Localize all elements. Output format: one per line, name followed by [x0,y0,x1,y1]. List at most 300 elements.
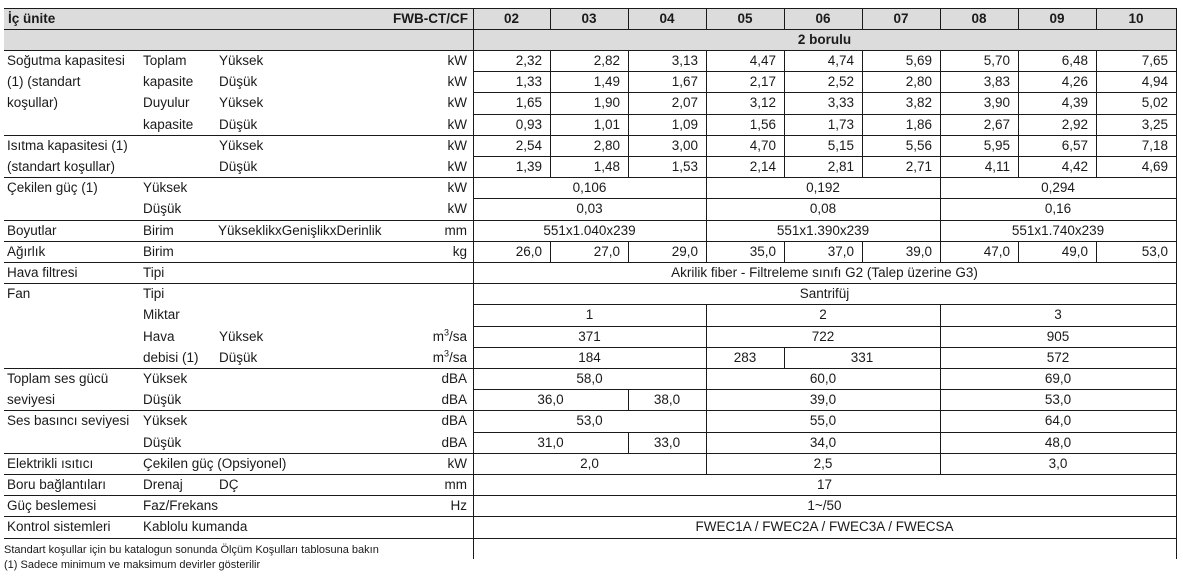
section-label: Kontrol sistemleri [7,519,111,535]
section-label: Elektrikli ısıtıcı [7,455,94,471]
value-cell: 2,71 [905,159,932,174]
value-cell: 3 [1054,307,1062,323]
rule [706,453,707,474]
value-cell: 0,03 [576,201,603,217]
value-cell: 2,81 [827,159,854,174]
value-cell: 4,70 [749,137,776,153]
value-cell: 69,0 [1044,371,1072,386]
value-cell: 38,0 [653,392,681,408]
value-cell: 5,95 [983,137,1010,153]
rule [1096,135,1097,156]
rule [628,241,629,262]
rule [784,135,785,156]
rule [706,389,707,410]
row-sub-label: Toplam [143,53,187,68]
value-cell: 2,92 [1061,116,1088,132]
rule [473,71,1176,72]
value-cell: 4,69 [1141,159,1168,174]
unit-label [405,368,467,389]
value-cell: 4,47 [749,53,776,68]
value-cell: 3,0 [1048,455,1068,471]
value-cell: 1,48 [593,159,620,174]
value-cell: 331 [850,349,874,365]
unit-text: kW [447,159,467,174]
rule [940,241,941,262]
rule [1096,8,1097,29]
rule [1018,156,1019,177]
rule [4,262,1176,263]
value-cell: 7,18 [1141,137,1168,153]
rule [4,29,474,30]
value-cell: 60,0 [809,371,837,386]
rule [706,432,707,453]
value-cell: 5,56 [905,137,932,153]
row-sub-label: Birim [143,222,174,238]
section-label: Güç beslemesi [7,498,97,514]
value-cell: 17 [816,477,833,492]
row-sub-label: Düşük [143,201,182,217]
row-sub-label: Duyulur [143,95,190,111]
unit-label [405,453,467,474]
value-cell: 5,02 [1141,95,1168,111]
value-cell: 4,11 [984,159,1010,174]
unit-label [405,114,467,135]
value-cell: 35,0 [749,243,776,259]
value-cell: 1,53 [671,159,698,174]
value-cell: 26,0 [515,243,542,259]
row-sub-label: Yüksek [219,137,264,153]
section-label: koşullar) [7,95,59,111]
unit-label [405,135,467,156]
rule [862,92,863,113]
rule [550,241,551,262]
section-label: (1) (standart [7,74,81,90]
value-cell: 64,0 [1044,413,1072,429]
rule [550,92,551,113]
row-sub-label: Düşük [219,116,258,132]
value-cell: 6,57 [1061,137,1088,153]
column-header: 06 [815,11,831,26]
value-cell: 48,0 [1044,434,1072,450]
rule [784,92,785,113]
unit-suffix: /sa [448,349,467,365]
section-label: (standart koşullar) [7,159,116,174]
row-sub-label: Tipi [143,265,165,280]
rule [473,8,474,29]
unit-label [405,71,467,92]
rule [784,114,785,135]
section-label: Isıtma kapasitesi (1) [7,137,128,153]
rule [862,135,863,156]
section-label: Ses basıncı seviyesi [7,413,130,429]
row-sub-label: Yüksek [143,371,188,386]
sub-header: 2 borulu [797,32,852,47]
value-cell: 4,42 [1061,159,1088,174]
row-sub-label: Hava [143,328,175,344]
unit-text: kg [452,243,467,259]
value-cell: 3,83 [983,74,1010,90]
unit-text: mm [444,477,467,492]
rule [1018,71,1019,92]
rule [940,135,941,156]
value-cell: 3,00 [671,137,698,153]
rule [1096,50,1097,71]
value-cell: 1,39 [515,159,542,174]
value-cell: 39,0 [809,392,837,408]
unit-label [405,495,467,516]
row-sub-label [143,135,219,156]
value-cell: 53,0 [1044,392,1072,408]
rule [940,347,941,368]
row-sub-label: Yüksek [143,413,188,429]
rule [628,389,629,410]
rule [628,71,629,92]
rule [550,8,551,29]
rule [940,50,941,71]
row-sub-label: Birim [143,243,174,259]
rule [706,50,707,71]
value-cell: Santrifüj [799,286,850,302]
rule [706,241,707,262]
rule [4,220,1176,221]
rule [550,135,551,156]
value-cell: 2,80 [593,137,620,153]
value-cell: 53,0 [1141,243,1168,259]
rule [1176,50,1177,559]
value-cell: 2,32 [515,53,542,68]
rule [706,410,707,431]
value-cell: 53,0 [576,413,603,429]
row-sub-label: Düşük [143,392,182,408]
rule [706,368,707,389]
rule [1096,156,1097,177]
column-header: 04 [659,11,675,26]
rule [706,198,707,219]
value-cell: 37,0 [827,243,854,259]
rule [1096,92,1097,113]
rule [940,326,941,347]
rule [473,92,1176,93]
unit-text: kW [447,201,467,217]
rule [940,156,941,177]
unit-label [405,92,467,113]
value-cell: 31,0 [537,434,564,450]
rule [4,516,1176,517]
value-cell: Akrilik fiber - Filtreleme sınıfı G2 (Talep üzerine G3) [671,265,978,280]
rule [1176,29,1177,50]
rule [628,114,629,135]
rule [4,368,1176,369]
rule [473,347,1176,348]
unit-label [405,389,467,410]
rule [473,29,474,50]
rule [940,453,941,474]
rule [1018,135,1019,156]
rule [1018,241,1019,262]
value-cell: 6,48 [1061,53,1088,68]
value-cell: 2 [819,307,827,323]
rule [4,495,1176,496]
value-cell: 551x1.390x239 [776,222,870,238]
value-cell: 34,0 [809,434,837,450]
rule [940,304,941,325]
rule [1096,241,1097,262]
value-cell: 2,52 [827,74,854,90]
rule [940,410,941,431]
rule [4,8,1176,9]
rule [473,156,1176,157]
column-header: 02 [503,11,520,26]
rule [473,304,1176,305]
unit-label [405,516,467,537]
value-cell: 2,54 [515,137,542,153]
section-label: Ağırlık [7,243,46,259]
value-cell: 1,33 [515,74,542,90]
value-cell: 722 [811,328,835,344]
rule [706,177,707,198]
rule [628,8,629,29]
value-cell: 1,67 [671,74,698,90]
rule [784,50,785,71]
value-cell: 2,82 [593,53,620,68]
footnote: (1) Sadece minimum ve maksimum devirler gösterilir [4,559,261,571]
unit-label [405,241,467,262]
rule [4,241,1176,242]
row-sub-label: Düşük [219,74,258,90]
section-label: Toplam ses gücü [7,371,109,386]
value-cell: 3,33 [827,95,854,111]
value-cell: 1,49 [593,74,620,90]
value-cell: 4,74 [827,53,854,68]
rule [1018,8,1019,29]
rule [706,8,707,29]
section-label: Soğutma kapasitesi [7,53,125,68]
value-cell: 4,94 [1141,74,1168,90]
rule [628,92,629,113]
row-sub-label: Drenaj [143,477,183,492]
unit-label [405,283,467,304]
value-cell: 905 [1046,328,1070,344]
unit-text: m [432,349,444,365]
rule [940,177,941,198]
rule [4,283,1176,284]
value-cell: 5,69 [905,53,932,68]
value-cell: 0,16 [1044,201,1072,217]
rule [706,220,707,241]
rule [4,177,1176,178]
unit-label [405,198,467,219]
rule [550,50,551,71]
column-header: 10 [1128,11,1144,26]
rule [706,156,707,177]
rule [4,453,1176,454]
unit-label [405,410,467,431]
value-cell: 1 [585,307,594,323]
unit-text: kW [447,95,467,111]
value-cell: 58,0 [576,371,603,386]
rule [706,326,707,347]
row-sub-label: Kablolu kumanda [143,519,248,535]
rule [940,368,941,389]
rule [706,114,707,135]
rule [1018,92,1019,113]
section-label: Fan [7,286,31,302]
value-cell: 55,0 [809,413,837,429]
rule [473,114,1176,115]
rule [862,156,863,177]
row-sub-label: Yüksek [143,180,188,196]
rule [1096,114,1097,135]
unit-text: dBA [441,371,467,386]
row-sub-label: Çekilen güç (Opsiyonel) [143,455,287,471]
value-cell: 0,294 [1041,180,1075,196]
rule [940,71,941,92]
unit-exponent: 3 [443,348,449,359]
unit-label [405,50,467,71]
row-sub-label: Düşük [143,434,182,450]
unit-text: kW [447,53,467,68]
unit-label [405,156,467,177]
section-label: Boru bağlantıları [7,477,107,492]
value-cell: 2,80 [905,74,932,90]
value-cell: 184 [578,349,601,365]
section-label: seviyesi [7,392,56,408]
value-cell: 39,0 [905,243,932,259]
rule [473,198,1176,199]
unit-text: kW [447,74,467,90]
value-cell: 551x1.740x239 [1011,222,1105,238]
value-cell: 1,73 [827,116,854,132]
value-cell: 0,08 [809,201,837,217]
corner-model: FWB-CT/CF [393,11,468,26]
row-sub-label: Faz/Frekans [143,498,219,514]
rule [1018,50,1019,71]
unit-suffix: /sa [448,328,467,344]
unit-label [405,474,467,495]
row-sub-label: Miktar [143,307,180,323]
value-cell: 7,65 [1141,53,1168,68]
unit-label [405,304,467,325]
rule [628,156,629,177]
rule [4,474,1176,475]
rule [473,432,1176,433]
unit-text: dBA [441,434,467,450]
value-cell: 3,82 [905,95,932,111]
unit-text: kW [447,137,467,153]
row-sub-label: Düşük [219,159,258,174]
row-sub-label: Yüksek [219,95,264,111]
value-cell: 2,67 [983,116,1010,132]
row-sub-label: debisi (1) [143,349,199,365]
value-cell: 1,65 [515,95,542,111]
row-sub-label [143,156,219,177]
rule [784,347,785,368]
rule [940,198,941,219]
unit-text: dBA [441,413,467,429]
rule [862,241,863,262]
unit-text: Hz [450,498,467,514]
rule [550,114,551,135]
rule [4,50,1176,51]
value-cell: 29,0 [671,243,698,259]
unit-text: kW [447,455,467,471]
value-cell: 5,15 [827,137,854,153]
unit-label [405,220,467,241]
value-cell: 2,0 [580,455,599,471]
rule [862,8,863,29]
rule [628,432,629,453]
value-cell: 0,93 [515,116,542,132]
unit-text: mm [444,222,467,238]
row-sub-label: kapasite [143,74,194,90]
unit-exponent: 3 [443,327,449,338]
value-cell: FWEC1A / FWEC2A / FWEC3A / FWECSA [695,519,954,535]
unit-label [405,262,467,283]
column-header: 03 [581,11,597,26]
row-sub-label: Yüksek [219,53,264,68]
rule [940,220,941,241]
rule [940,389,941,410]
section-label: Boyutlar [7,222,57,238]
rule [550,156,551,177]
rule [4,410,1176,411]
unit-text: m [432,328,444,344]
value-cell: 572 [1046,349,1070,365]
rule [706,304,707,325]
value-cell: 0,106 [572,180,607,196]
rule [628,135,629,156]
footnote: Standart koşullar için bu katalogun sonunda Ölçüm Koşulları tablosuna bakın [4,544,379,556]
rule [784,156,785,177]
value-cell: 49,0 [1061,243,1088,259]
value-cell: 1,09 [671,116,698,132]
value-cell: 1~/50 [807,498,842,514]
value-cell: 2,5 [813,455,833,471]
value-cell: 1,90 [593,95,620,111]
row-sub-label: Yüksek [219,328,264,344]
rule [4,538,1176,539]
value-cell: 371 [578,328,601,344]
rule [4,135,1176,136]
rule [940,114,941,135]
rule [940,432,941,453]
value-cell: 1,01 [593,116,620,132]
row-sub-label: DÇ [219,477,239,492]
value-cell: 5,70 [983,53,1010,68]
rule [473,389,1176,390]
rule [862,71,863,92]
rule [550,71,551,92]
rule [628,50,629,71]
column-header: 09 [1049,11,1065,26]
section-label: Hava filtresi [7,265,78,280]
rule [706,135,707,156]
value-cell: 33,0 [653,434,681,450]
section-label: Çekilen güç (1) [7,180,98,196]
row-sub-label: kapasite [143,116,194,132]
value-cell: 2,07 [671,95,698,111]
value-cell: 1,86 [905,116,932,132]
value-cell: 36,0 [537,392,564,408]
row-sub-label: Tipi [143,286,165,302]
rule [706,347,707,368]
rule [784,71,785,92]
rule [862,114,863,135]
unit-label [405,177,467,198]
row-sub-label: YükseklikxGenişlikxDerinlik [218,222,382,238]
column-header: 07 [893,11,909,26]
rule [940,92,941,113]
